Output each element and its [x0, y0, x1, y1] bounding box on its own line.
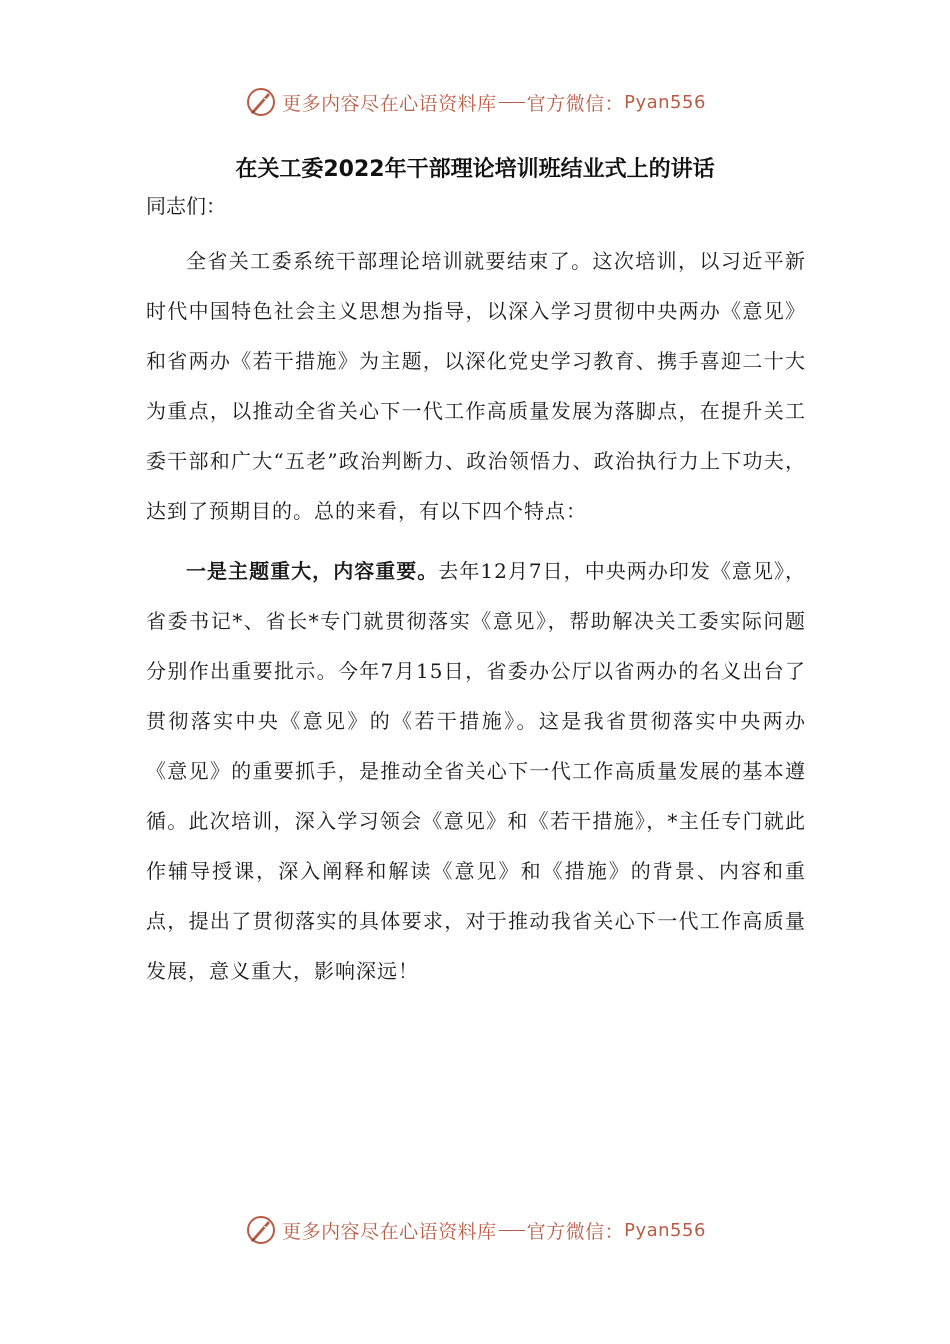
paragraph-2-text: 去年12月7日，中央两办印发《意见》，省委书记*、省长*专门就贯彻落实《意见》，帮助解决关工委实际问题分别作出重要批示。今年7月15日，省委办公厅以省两办的名义出台了贯彻落实中央《意见》的《若干措施》。这是我省贯彻落实中央两办《意见》的重要抓手，是推动全省关心下一代工作高质量发展的基本遵循。此次培训，深入学习领会《意见》和《若干措施》，*主任专门就此作辅导授课，深入阐释和解读《意见》和《措施》的背景、内容和重点，提出了贯彻落实的具体要求，对于推动我省关心下一代工作高质量发展，意义重大，影响深远！: [146, 559, 806, 983]
quill-logo-icon: [244, 1213, 278, 1247]
watermark-main-text: 更多内容尽在心语资料库: [282, 1220, 497, 1243]
watermark-sub-text: 官方微信：: [526, 1220, 625, 1243]
quill-logo-icon: [244, 85, 278, 119]
salutation: 同志们：: [146, 194, 226, 218]
watermark-sub-text: 官方微信：: [526, 92, 625, 115]
paragraph-1: [146, 236, 806, 536]
paragraph-1-text: 全省关工委系统干部理论培训就要结束了。这次培训，以习近平新时代中国特色社会主义思想为指导，以深入学习贯彻中央两办《意见》和省两办《若干措施》为主题，以深化党史学习教育、携手喜迎二十大为重点，以推动全省关心下一代工作高质量发展为落脚点，在提升关工委干部和广大“五老”政治判断力、政治领悟力、政治执行力上下功夫，达到了预期目的。总的来看，有以下四个特点：: [146, 249, 806, 523]
paragraph-2: [146, 546, 806, 996]
watermark-separator: [499, 1230, 525, 1231]
watermark-wechat-id: Pyan556: [624, 1219, 706, 1241]
watermark-wechat-id: Pyan556: [624, 91, 706, 113]
watermark-main-text: 更多内容尽在心语资料库: [282, 92, 497, 115]
paragraph-2-lead: 一是主题重大，内容重要。: [186, 559, 439, 583]
document-body: [146, 186, 806, 1006]
footer-watermark: [0, 1210, 950, 1250]
document-title: 在关工委2022年干部理论培训班结业式上的讲话: [235, 157, 715, 182]
header-watermark: [0, 82, 950, 122]
watermark-separator: [499, 102, 525, 103]
